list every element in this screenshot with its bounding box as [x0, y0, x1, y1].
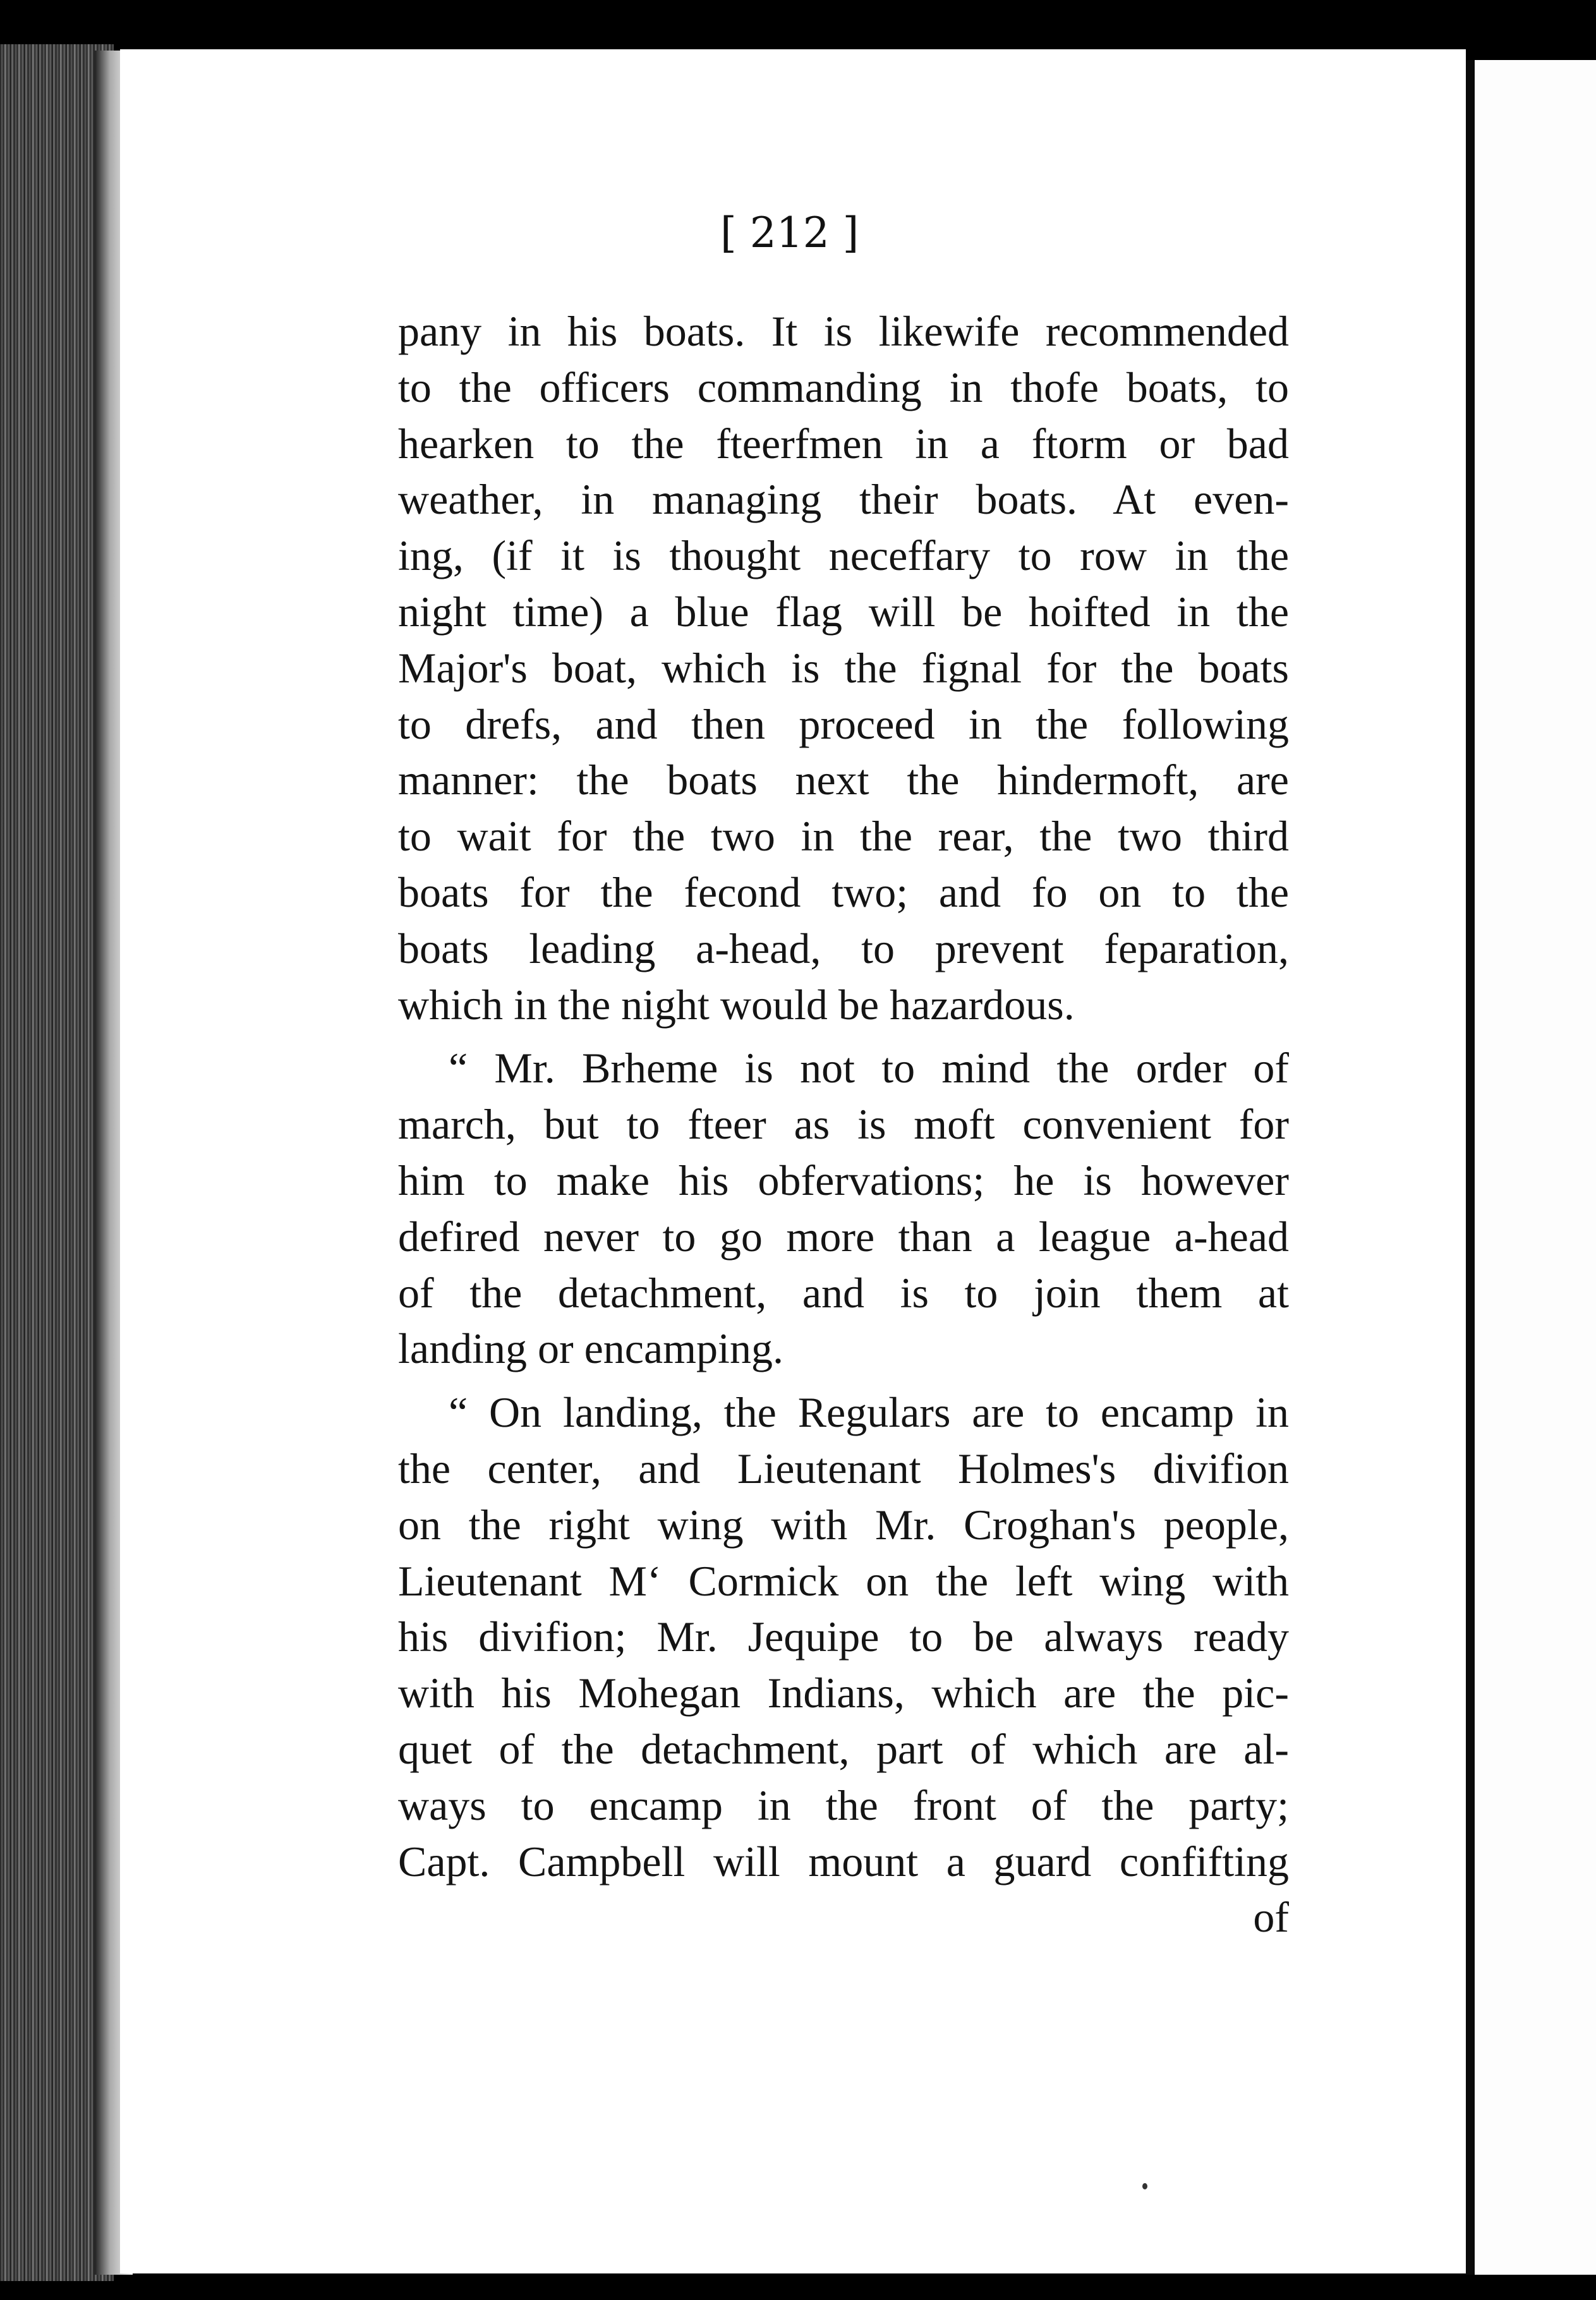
- text-line: the center, and Lieutenant Holmes's divifion: [398, 1444, 1289, 1492]
- text-line: which in the night would be hazardous.: [398, 980, 1075, 1029]
- text-line: to the officers commanding in thofe boats, to: [398, 363, 1289, 411]
- text-line: landing or encamping.: [398, 1324, 783, 1373]
- facing-page-sliver: [1475, 60, 1596, 2275]
- text-line: him to make his obfervations; he is however: [398, 1156, 1289, 1204]
- text-line: march, but to fteer as is moft convenient for: [398, 1100, 1289, 1149]
- catchword: of: [1253, 1893, 1289, 1942]
- text-line: quet of the detachment, part of which are al-: [398, 1724, 1289, 1773]
- text-line: defired never to go more than a league a-head: [398, 1212, 1289, 1261]
- page-number-header: [ 212 ]: [720, 209, 859, 257]
- text-line: boats for the fecond two; and fo on to the: [398, 868, 1289, 916]
- paragraph: [398, 1040, 1289, 1377]
- text-line: “ On landing, the Regulars are to encamp in: [449, 1388, 1289, 1437]
- text-line: “ Mr. Brheme is not to mind the order of: [449, 1044, 1289, 1092]
- text-line: his divifion; Mr. Jequipe to be always ready: [398, 1613, 1289, 1661]
- text-line: on the right wing with Mr. Croghan's people,: [398, 1500, 1289, 1549]
- text-line: Lieutenant M‘ Cormick on the left wing with: [398, 1556, 1289, 1605]
- body-text: [398, 303, 1289, 1946]
- ink-speck: [1142, 2183, 1147, 2189]
- text-line: with his Mohegan Indians, which are the pic-: [398, 1669, 1289, 1717]
- text-line: weather, in managing their boats. At even-: [398, 475, 1289, 524]
- page-divider: [1466, 60, 1475, 2275]
- text-line: ways to encamp in the front of the party;: [398, 1781, 1289, 1829]
- paragraph: [398, 1384, 1289, 1889]
- paragraph: [398, 303, 1289, 1032]
- text-line: night time) a blue flag will be hoifted in the: [398, 587, 1289, 636]
- text-line: of the detachment, and is to join them at: [398, 1268, 1289, 1317]
- text-line: boats leading a-head, to prevent feparation,: [398, 924, 1289, 972]
- text-line: Capt. Campbell will mount a guard confifting: [398, 1837, 1289, 1885]
- text-line: to wait for the two in the rear, the two third: [398, 812, 1289, 861]
- text-line: manner: the boats next the hindermoft, are: [398, 756, 1289, 804]
- text-line: pany in his boats. It is likewife recommended: [398, 307, 1289, 355]
- text-line: to drefs, and then proceed in the following: [398, 699, 1289, 748]
- text-line: hearken to the fteerfmen in a ftorm or bad: [398, 419, 1289, 468]
- text-line: Major's boat, which is the fignal for the boats: [398, 643, 1289, 692]
- text-line: ing, (if it is thought neceffary to row in the: [398, 531, 1289, 580]
